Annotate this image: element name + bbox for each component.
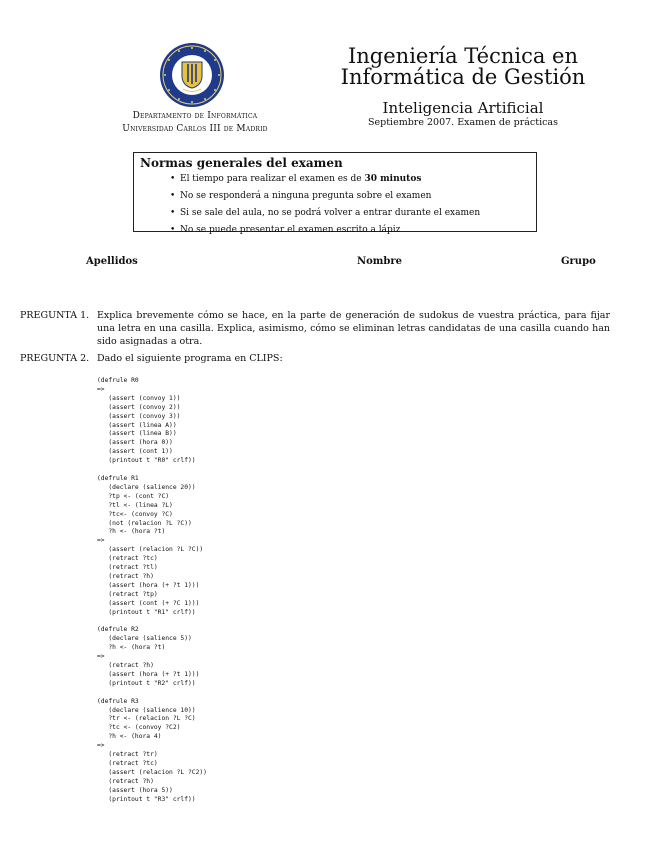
university-seal-logo — [159, 42, 225, 108]
rules-heading: Normas generales del examen — [140, 156, 343, 170]
subject-title: Inteligencia Artificial — [382, 99, 544, 117]
surname-field-label: Apellidos — [86, 256, 138, 267]
question-2-label: PREGUNTA 2. — [20, 353, 90, 364]
department-block — [96, 110, 294, 136]
question-2 — [20, 352, 610, 365]
question-1-label: PREGUNTA 1. — [20, 310, 90, 321]
name-field-label: Nombre — [357, 256, 403, 267]
exam-rules-box — [133, 152, 537, 235]
group-field-label: Grupo — [561, 256, 596, 267]
rule-item-text: El tiempo para realizar el examen es de — [180, 174, 365, 184]
degree-title-line1: Ingeniería Técnica en — [347, 44, 579, 68]
degree-title — [318, 46, 608, 88]
rule-item: • No se puede presentar el examen escrito a lápiz — [180, 222, 530, 239]
question-1 — [20, 309, 610, 348]
university-name: Universidad Carlos III de Madrid — [122, 124, 268, 134]
rule-item: • No se responderá a ninguna pregunta sobre el examen — [180, 188, 530, 205]
clips-program-code: (defrule R0 => (assert (convoy 1)) (assert (convoy 2)) (assert (convoy 3)) (assert (linea A)) (assert (linea B)) (assert (hora 0)) (assert (cont 1)) (printout t "R0" crlf)) (defrule R1 (declare (salience 20)) ?tp <- (cont ?C) ?tl <- (linea ?L) ?tc<- (convoy ?C) (not (relacion ?L ?C)) ?h <- (hora ?t) => (assert (relacion ?L ?C)) (retract ?tc) (retract ?tl) (retract ?h) (assert (hora (+ ?t 1))) (retract ?tp) (assert (cont (+ ?C 1))) (printout t "R1" crlf)) (defrule R2 (declare (salience 5)) ?h <- (hora ?t) => (retract ?h) (assert (hora (+ ?t 1))) (printout t "R2" crlf)) (defrule R3 (declare (salience 10)) ?tr <- (relacion ?L ?C) ?tc <- (convoy ?C2) ?h <- (hora 4) => (retract ?tr) (retract ?tc) (assert (relacion ?L ?C2)) (retract ?h) (assert (hora 5)) (printout t "R3" crlf)) — [97, 377, 207, 803]
question-2-text: Dado el siguiente programa en CLIPS: — [97, 353, 283, 364]
exam-date: Septiembre 2007. Examen de prácticas — [368, 117, 558, 128]
question-1-text: Explica brevemente cómo se hace, en la parte de generación de sudokus de vuestra práctica, para fijar una letra en una casilla. Explica, asimismo, cómo se eliminan letras candidatas de una casilla cuando han sido asignadas a otra. — [97, 310, 610, 347]
rule-item-emphasis: 30 minutos — [364, 174, 422, 184]
rule-item: • Si se sale del aula, no se podrá volver a entrar durante el examen — [180, 205, 530, 222]
degree-title-line2: Informática de Gestión — [340, 65, 586, 89]
rule-item — [180, 171, 530, 188]
rules-list — [140, 171, 530, 239]
department-name: Departamento de Informática — [132, 111, 258, 121]
